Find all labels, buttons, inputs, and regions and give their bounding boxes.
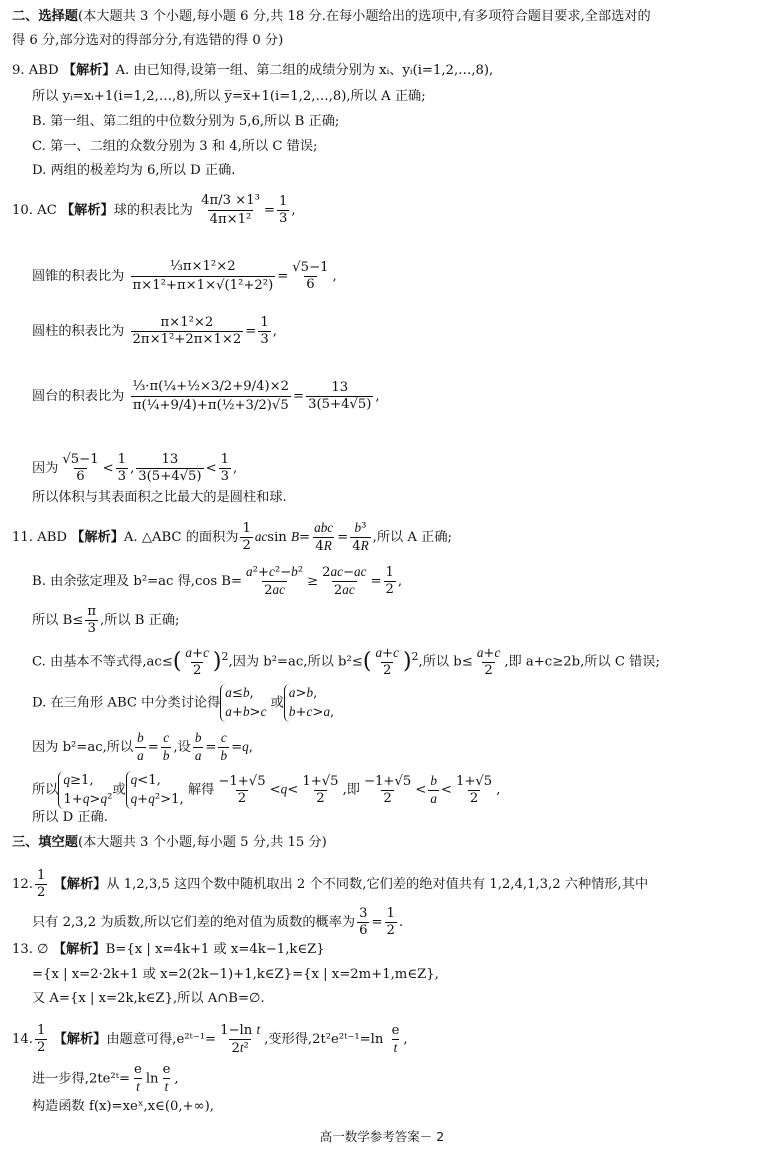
q-range-frac-2: $\frac{1+√5}{2}$	[302, 773, 339, 806]
prob-frac-1: $\frac{3}{6}$	[359, 906, 368, 938]
q14-answer-frac: $\frac{1}{2}$	[36, 1023, 46, 1055]
q11-line-3	[32, 604, 179, 637]
q13-answer: 13. ∅	[12, 942, 49, 957]
q13-text-1: B={x | x=4k+1 或 x=4k−1,k∈Z}	[105, 942, 325, 957]
cone-ratio-fraction: $\frac{\text{⅓π×1²×2}}{\text{π×1²+π×1×√(1²+2²)}}$	[132, 259, 274, 293]
q10-line-1: 10. AC 【解析】球的积表比为 $\frac{\text{4π/3 ×1³}}{\text{4π×1²}}$ = $\frac{1}{3}$ ,	[12, 193, 296, 227]
q10-answer: 10. AC	[12, 203, 57, 218]
q14-line-1: 14. $\frac{1}{2}$ 【解析】由题意可得,e²ᵗ⁻¹= $\frac{\text{1−ln t}}{\text{2t²}}$ ,变形得,2t²e²ᵗ⁻¹=ln $\frac{e}{t}$ ,	[12, 1022, 408, 1056]
q14-number: 14.	[12, 1032, 33, 1047]
pi-third-frac: $\frac{\pi}{3}$	[87, 604, 96, 636]
section-3-title: 三、填空题	[12, 835, 78, 850]
q11-line-8: 所以 D 正确.	[32, 810, 108, 825]
q-range-frac-3: $\frac{-1+√5}{2}$	[363, 773, 412, 806]
q-range-frac-5: $\frac{1+√5}{2}$	[455, 773, 493, 806]
cos-frac-3: $\frac{1}{2}$	[385, 565, 394, 597]
q11-line-5	[32, 684, 334, 722]
q11-text-3: 所以 B≤	[32, 613, 84, 628]
ln-frac-4: $\frac{e}{t}$	[162, 1062, 171, 1094]
q11-text-1b: ,所以 A 正确;	[372, 530, 452, 545]
q14-text-1: 由题意可得,e²ᵗ⁻¹=	[106, 1032, 217, 1047]
q11-text-6b: ,设	[173, 740, 191, 755]
q11-text-4c: ,所以 b≤	[418, 654, 473, 670]
q9-line-2: 所以 yᵢ=xᵢ+1(i=1,2,…,8),所以 y̅=x̅+1(i=1,2,…,8),所以 A 正确;	[32, 89, 426, 104]
q9-line-1	[12, 62, 493, 80]
q11-text-4d: ,即 a+c≥2b,所以 C 错误;	[504, 654, 660, 670]
q9-tag: 【解析】	[62, 63, 116, 78]
section-3-header	[12, 834, 327, 852]
q9-line-3: B. 第一组、第二组的中位数分别为 5,6,所以 B 正确;	[32, 114, 340, 129]
q10-text-2: 圆锥的积表比为	[32, 269, 125, 284]
q13-line-2: ={x | x=2·2k+1 或 x=2(2k−1)+1,k∈Z}={x | x=2m+1,m∈Z},	[32, 967, 439, 982]
cylinder-ratio-fraction: $\frac{\text{π×1²×2}}{\text{2π×1²+2π×1×2}}$	[132, 315, 242, 347]
frustum-ratio-fraction: $\frac{\text{⅓·π(¼+½×3/2+9/4)×2}}{\text{π(¼+9/4)+π(½+3/2)√5}}$	[132, 379, 290, 413]
q-range-frac-4: $\frac{b}{a}$	[430, 772, 437, 806]
q12-text-1: 从 1,2,3,5 这四个数中随机取出 2 个不同数,它们差的绝对值共有 1,2,4,1,3,2 六种情形,其中	[106, 877, 649, 892]
q10-line-4: 圆台的积表比为 $\frac{\text{⅓·π(¼+½×3/2+9/4)×2}}{\text{π(¼+9/4)+π(½+3/2)√5}}$ = $\frac{13}{3(5+4√5)}$ ,	[32, 379, 380, 413]
q-range-frac-1: $\frac{-1+√5}{2}$	[218, 773, 266, 806]
ratio-frac-1: $\frac{b}{a}$	[137, 730, 144, 763]
cylinder-ratio-value: $\frac{1}{3}$	[260, 315, 269, 347]
ln-frac-1: $\frac{\text{1−ln t}}{\text{2t²}}$	[220, 1022, 261, 1056]
q11-text-7c: 解得	[187, 782, 215, 798]
q11-text-1: A. △ABC 的面积为	[123, 530, 239, 545]
compare-frac-1: $\frac{√5-1}{6}$	[62, 452, 99, 484]
cos-frac-2: $\frac{2ac-ac}{2ac}$	[322, 564, 367, 598]
compare-frac-4: $\frac{1}{3}$	[220, 452, 230, 484]
q10-line-3: 圆柱的积表比为 $\frac{\text{π×1²×2}}{\text{2π×1²+2π×1×2}}$ = $\frac{1}{3}$ ,	[32, 315, 277, 347]
sphere-ratio-value: $\frac{1}{3}$	[278, 194, 288, 226]
half-frac: $\frac{1}{2}$	[242, 521, 251, 553]
q9-line-4: C. 第一、二组的众数分别为 3 和 4,所以 C 错误;	[32, 139, 318, 154]
q11-text-2: B. 由余弦定理及 b²=ac 得,cos B=	[32, 574, 243, 589]
q14-text-1b: ,变形得,2t²e²ᵗ⁻¹=ln	[264, 1032, 384, 1047]
q11-line-4: C. 由基本不等式得,ac≤( $\frac{a+c}{2}$ )$^2$,因为 b²=ac,所以 b²≤( $\frac{a+c}{2}$ )$^2$,所以 b≤ $\frac{a+c}{2}$ ,即 a+c≥2b,所以 C 错误;	[32, 645, 660, 678]
q12-tag: 【解析】	[53, 877, 107, 892]
q11-text-4b: ,因为 b²=ac,所以 b²≤	[228, 654, 363, 670]
q10-tag: 【解析】	[60, 203, 114, 218]
area-frac-1: abc 4R	[314, 520, 334, 554]
q11-line-6: 因为 b²=ac,所以 $\frac{b}{a}$ = $\frac{c}{b}$ ,设 $\frac{b}{a}$ = $\frac{c}{b}$ =q,	[32, 730, 253, 763]
am-frac-2: $\frac{a+c}{2}$	[375, 645, 399, 678]
q14-line-2: 进一步得,2te²ᵗ= $\frac{e}{t}$ ln $\frac{e}{t}$ ,	[32, 1062, 179, 1094]
q14-line-3: 构造函数 f(x)=xeˣ,x∈(0,+∞),	[32, 1099, 214, 1114]
q13-line-1	[12, 941, 325, 959]
compare-frac-3: $\frac{13}{3(5+4√5)}$	[138, 452, 202, 484]
q11-text-5: D. 在三角形 ABC 中分类讨论得	[32, 695, 221, 711]
q10-line-5: 因为 $\frac{√5-1}{6}$ < $\frac{1}{3}$ , $\frac{13}{3(5+4√5)}$ < $\frac{1}{3}$ ,	[32, 452, 238, 484]
q12-line-2: 只有 2,3,2 为质数,所以它们差的绝对值为质数的概率为 $\frac{3}{6}$ = $\frac{1}{2}$ .	[32, 906, 404, 938]
q10-text-5: 因为	[32, 461, 59, 476]
q10-text-3: 圆柱的积表比为	[32, 324, 125, 339]
q11-line-2: B. 由余弦定理及 b²=ac 得,cos B= $\frac{\text{a²+c²−b²}}{2ac}$ ≥ $\frac{2ac-ac}{2ac}$ = $\frac{1}{2}$ ,	[32, 564, 403, 598]
q11-line-7: 所以 q≥1, 1+q>q² 或 q<1, q+q²>1, 解得 $\frac{-1+√5}{2}$ <q< $\frac{1+√5}{2}$ ,即 $\frac{-1+√5}{2}$ < $\frac{b}{a}$ < $\frac{1+√5}{2}$ ,	[32, 772, 501, 807]
page-footer: 高一数学参考答案－ 2	[319, 1129, 445, 1144]
cone-ratio-value: $\frac{√5-1}{6}$	[292, 260, 329, 292]
section-3-description: (本大题共 3 个小题,每小题 5 分,共 15 分)	[77, 835, 327, 850]
cos-frac-1: $\frac{\text{a²+c²−b²}}{2ac}$	[246, 564, 304, 598]
q11-tag: 【解析】	[71, 530, 124, 545]
section-2-title: 二、选择题	[12, 9, 78, 24]
q14-tag: 【解析】	[53, 1032, 107, 1047]
q11-text-5b: 或	[270, 695, 284, 711]
section-2-header	[12, 8, 651, 26]
q9-answer: 9. ABD	[12, 63, 59, 78]
area-frac-2: $\frac{\text{b³}}{4R}$	[352, 520, 369, 554]
q11-line-1: 11. ABD 【解析】A. △ABC 的面积为 $\frac{1}{2}$ acsin B= abc 4R = $\frac{\text{b³}}{4R}$ ,所以 A 正确;	[12, 520, 452, 554]
q9-line-5: D. 两组的极差均为 6,所以 D 正确.	[32, 163, 236, 178]
ratio-frac-3: $\frac{b}{a}$	[194, 730, 202, 763]
q11-text-3b: ,所以 B 正确;	[99, 613, 180, 628]
q11-answer: 11. ABD	[12, 530, 67, 545]
case-brace-2: a>b, b+c>a,	[284, 684, 334, 722]
ln-frac-3: $\frac{e}{t}$	[134, 1062, 142, 1094]
q12-number: 12.	[12, 877, 33, 892]
ln-frac-2: $\frac{e}{t}$	[391, 1022, 400, 1055]
q11-text-7d: ,即	[342, 782, 360, 798]
q13-tag: 【解析】	[52, 942, 106, 957]
case-brace-3: q≥1, 1+q>q²	[58, 771, 112, 809]
section-2-description: (本大题共 3 个小题,每小题 6 分,共 18 分.在每小题给出的选项中,有多项符合题目要求,全部选对的	[77, 9, 651, 24]
am-frac-1: $\frac{a+c}{2}$	[185, 645, 209, 678]
q12-text-2: 只有 2,3,2 为质数,所以它们差的绝对值为质数的概率为	[32, 915, 356, 930]
ratio-frac-4: $\frac{c}{b}$	[220, 730, 228, 763]
q11-text-4: C. 由基本不等式得,ac≤	[32, 654, 173, 670]
am-frac-3: $\frac{a+c}{2}$	[476, 645, 501, 678]
frustum-ratio-value: $\frac{13}{3(5+4√5)}$	[308, 380, 372, 412]
prob-frac-2: $\frac{1}{2}$	[386, 906, 395, 938]
q11-text-6: 因为 b²=ac,所以	[32, 740, 134, 755]
q11-text-7b: 或	[112, 782, 126, 798]
ratio-frac-2: $\frac{c}{b}$	[162, 730, 170, 763]
case-brace-4: q<1, q+q²>1,	[126, 771, 184, 809]
q11-text-7: 所以	[32, 782, 59, 798]
q12-answer-frac: $\frac{1}{2}$	[36, 868, 46, 900]
sphere-ratio-fraction: $\frac{\text{4π/3 ×1³}}{\text{4π×1²}}$	[201, 193, 260, 227]
q9-text-1: A. 由已知得,设第一组、第二组的成绩分别为 xᵢ、yᵢ(i=1,2,…,8),	[115, 63, 494, 78]
q10-text-4: 圆台的积表比为	[32, 389, 125, 404]
q14-text-2: 进一步得,2te²ᵗ=	[32, 1071, 131, 1087]
q10-line-6: 所以体积与其表面积之比最大的是圆柱和球.	[32, 490, 287, 505]
compare-frac-2: $\frac{1}{3}$	[117, 452, 127, 484]
case-brace-1: a≤b, a+b>c	[220, 684, 266, 722]
q13-line-3: 又 A={x | x=2k,k∈Z},所以 A∩B=∅.	[32, 991, 265, 1006]
q12-line-1	[12, 868, 648, 901]
q10-line-2: 圆锥的积表比为 $\frac{\text{⅓π×1²×2}}{\text{π×1²+π×1×√(1²+2²)}}$ = $\frac{√5-1}{6}$ ,	[32, 259, 337, 293]
q10-text-1: 球的积表比为	[113, 203, 193, 218]
section-2-description-cont: 得 6 分,部分选对的得部分分,有选错的得 0 分)	[12, 33, 284, 48]
